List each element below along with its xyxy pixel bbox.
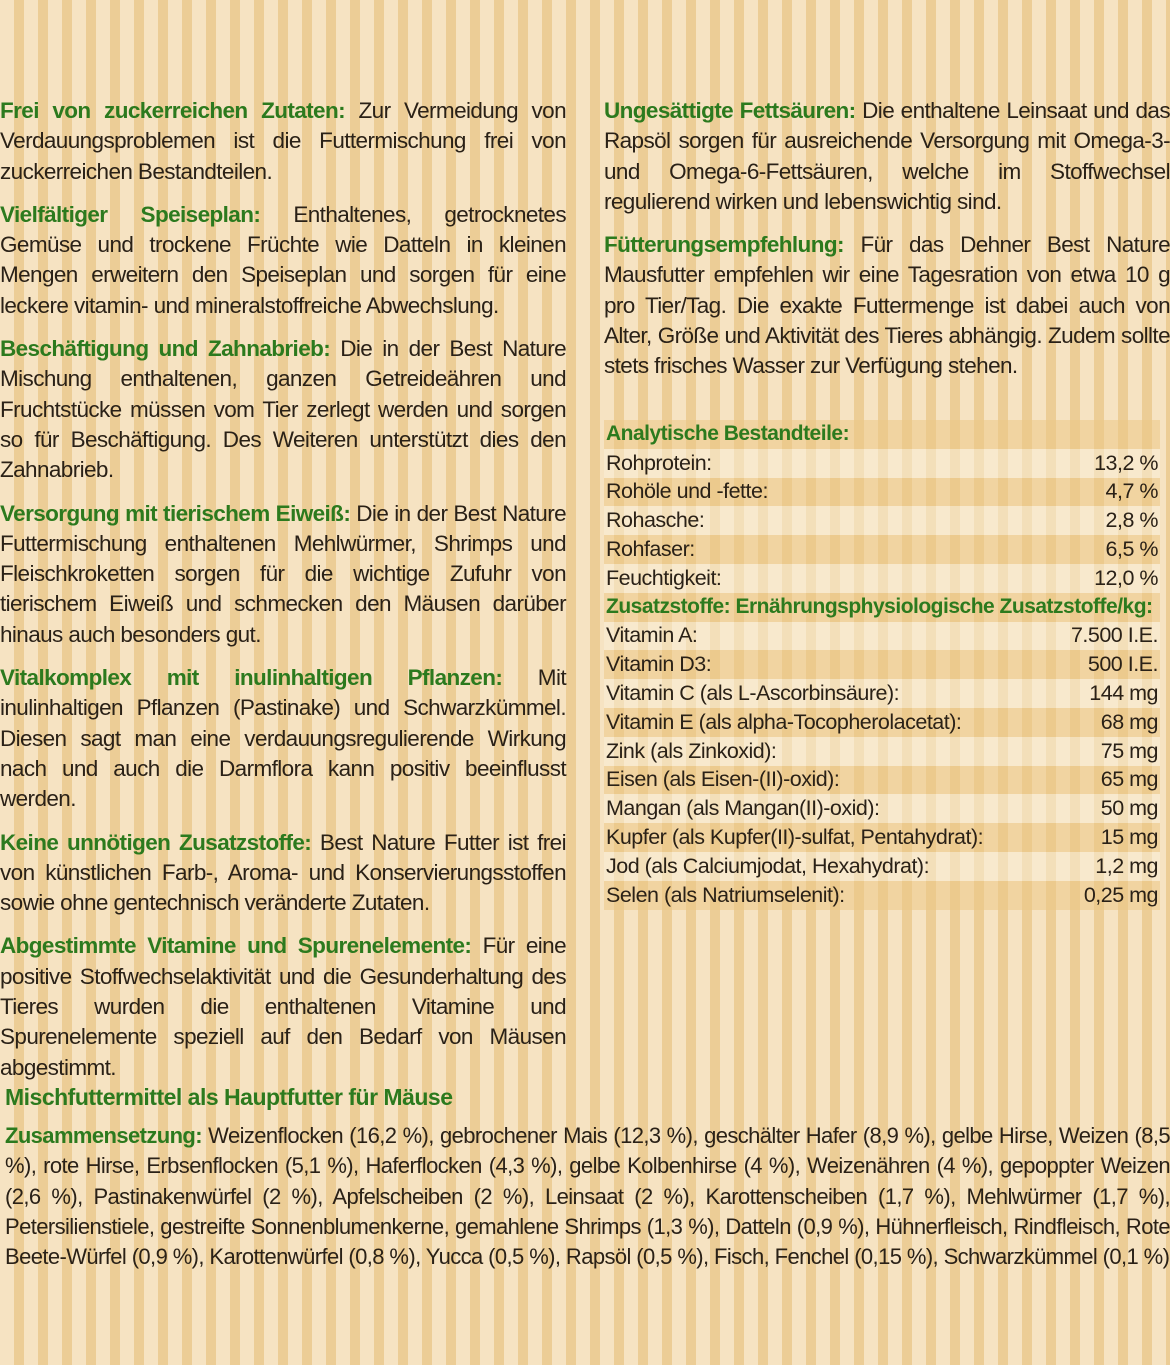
row-value: 4,7 % [1105,479,1158,504]
paragraph-varied-diet [0,200,566,321]
row-value: 6,5 % [1105,537,1158,562]
paragraph-vitamins [0,931,566,1082]
additives-header [604,593,1160,622]
paragraph-heading: Ungesättigte Fettsäuren: [604,98,856,123]
table-row [604,449,1160,478]
paragraph-text: Best Nature Futter ist frei von künstlichen Farb-, Aroma- und Konservierungsstoffen sowie ohne gentechnisch veränderte Zutaten. [0,829,566,916]
table-row [604,506,1160,535]
analysis-title: Analytische Bestandteile: [606,422,850,446]
row-label: Vitamin D3: [606,652,712,677]
paragraph-heading: Frei von zuckerreichen Zutaten: [0,98,346,123]
paragraph-heading: Vielfältiger Speiseplan: [0,201,261,227]
paragraph-text: Die in der Best Nature Mischung enthaltenen, ganzen Getreideähren und Fruchtstücke müssen vom Tier zerlegt werden und sorgen so für Beschäftigung. Des Weiteren unterstützt dies den Zahnabrieb. [0,336,566,483]
paragraph-heading: Fütterungsempfehlung: [604,232,844,258]
row-label: Mangan (als Mangan(II)-oxid): [606,796,880,821]
analysis-header [604,420,1160,449]
row-value: 500 I.E. [1087,652,1158,677]
row-value: 2,8 % [1105,508,1158,533]
paragraph-text: Die in der Best Nature Futtermischung enthaltenen Mehlwürmer, Shrimps und Fleischkroketten sorgen für die wichtige Zufuhr von tierischem Eiweiß und schmecken den Mäusen darüber hinaus auch besonders gut. [0,500,567,647]
row-label: Zink (als Zinkoxid): [606,738,777,763]
row-value: 15 mg [1100,825,1158,850]
table-row [604,737,1160,766]
paragraph-sugar-free [0,96,566,187]
row-label: Kupfer (als Kupfer(II)-sulfat, Pentahydrat): [606,825,984,850]
table-row [604,622,1160,651]
paragraph-fatty-acids [604,96,1170,217]
table-row [604,823,1160,852]
paragraph-heading: Keine unnötigen Zusatzstoffe: [0,829,312,855]
additives-title: Zusatzstoffe: Ernährungsphysiologische Zusatzstoffe/kg: [606,595,1153,619]
row-value: 1,2 mg [1095,853,1158,878]
row-label: Rohasche: [606,508,705,533]
table-row [604,535,1160,564]
row-label: Jod (als Calciumjodat, Hexahydrat): [606,853,930,878]
row-label: Feuchtigkeit: [606,565,722,590]
row-value: 0,25 mg [1083,882,1158,907]
composition-text: Weizenflocken (16,2 %), gebrochener Mais (12,3 %), geschälter Hafer (8,9 %), gelbe Hirse, Weizen (8,5 %), rote Hirse, Erbsenflocken (5,1 %), Haferflocken (4,3 %), gelbe Kolbenhirse (4 %), Weizenähren (4 %), gepoppter Weizen (2,6 %), Pastinakenwürfel (2 %), Apfelscheiben (2 %), Leinsaat (2 %), Karottenscheiben (1,7 %), Mehlwürmer (1,7 %), Petersilienstiele, gestreifte Sonnenblumenkerne, gemahlene Shrimps (1,3 %), Datteln (0,9 %), Hühnerfleisch, Rindfleisch, Rote Beete-Würfel (0,9 %), Karottenwürfel (0,8 %), Yucca (0,5 %), Rapsöl (0,5 %), Fisch, Fenchel (0,15 %), Schwarzkümmel (0,1 %) [5,1123,1170,1270]
row-value: 7.500 I.E. [1070,623,1158,648]
paragraph-text: Mit inulinhaltigen Pflanzen (Pastinake) und Schwarzkümmel. Diesen sagt man eine verdauungsregulierende Wirkung nach und auch die Darmflora kann positiv beeinflusst werden. [0,665,566,812]
right-column [604,96,1170,395]
composition-section [5,1084,1170,1272]
paragraph-text: Zur Vermeidung von Verdauungsproblemen ist die Futtermischung frei von zuckerreichen Bestandteilen. [0,98,567,184]
paragraph-heading: Vitalkomplex mit inulinhaltigen Pflanzen: [0,665,503,691]
row-value: 68 mg [1100,709,1158,734]
paragraph-heading: Beschäftigung und Zahnabrieb: [0,336,331,362]
row-value: 50 mg [1100,796,1158,821]
paragraph-text: Für das Dehner Best Nature Mausfutter empfehlen wir eine Tagesration von etwa 10 g pro Tier/Tag. Die exakte Futtermenge ist dabei auch von Alter, Größe und Aktivität des Tieres abhängig. Zudem sollte stets frisches Wasser zur Verfügung stehen. [604,232,1170,379]
paragraph-heading: Versorgung mit tierischem Eiweiß: [0,500,351,526]
paragraph-text: Enthaltenes, getrocknetes Gemüse und trockene Früchte wie Datteln in kleinen Mengen erweitern den Speiseplan und sorgen für eine leckere vitamin- und mineralstoffreiche Abwechslung. [0,201,566,318]
paragraph-feeding-recommendation [604,230,1170,381]
paragraph-occupation-teeth [0,334,566,485]
table-row [604,564,1160,593]
table-row [604,708,1160,737]
row-value: 12,0 % [1094,565,1158,590]
table-row [604,881,1160,910]
row-value: 75 mg [1100,738,1158,763]
row-label: Vitamin C (als L-Ascorbinsäure): [606,681,900,706]
table-row [604,478,1160,507]
row-value: 13,2 % [1094,450,1158,475]
paragraph-animal-protein [0,499,566,650]
paragraph-vital-complex [0,663,566,814]
row-value: 65 mg [1100,767,1158,792]
table-row [604,852,1160,881]
paragraph-no-additives [0,828,566,919]
composition-paragraph [5,1121,1170,1272]
left-column [0,96,566,1096]
row-label: Rohprotein: [606,450,712,475]
row-label: Vitamin A: [606,623,698,648]
table-row [604,794,1160,823]
paragraph-text: Die enthaltene Leinsaat und das Rapsöl sorgen für ausreichende Versorgung mit Omega-3- und Omega-6-Fettsäuren, welche im Stoffwechsel regulierend wirken und lebenswichtig sind. [604,98,1170,214]
feed-title: Mischfuttermittel als Hauptfutter für Mäuse [5,1084,453,1110]
row-label: Vitamin E (als alpha-Tocopherolacetat): [606,709,962,734]
analysis-table [604,420,1160,910]
row-label: Rohöle und -fette: [606,479,768,504]
row-label: Selen (als Natriumselenit): [606,882,845,907]
composition-heading: Zusammensetzung: [5,1123,202,1148]
row-label: Eisen (als Eisen-(II)-oxid): [606,767,840,792]
table-row [604,650,1160,679]
row-label: Rohfaser: [606,537,695,562]
paragraph-text: Für eine positive Stoffwechselaktivität und die Gesunderhaltung des Tieres wurden die enthaltenen Vitamine und Spurenelemente speziell auf den Bedarf von Mäusen abgestimmt. [0,933,566,1080]
row-value: 144 mg [1089,681,1158,706]
table-row [604,679,1160,708]
paragraph-heading: Abgestimmte Vitamine und Spurenelemente: [0,933,472,959]
table-row [604,766,1160,795]
